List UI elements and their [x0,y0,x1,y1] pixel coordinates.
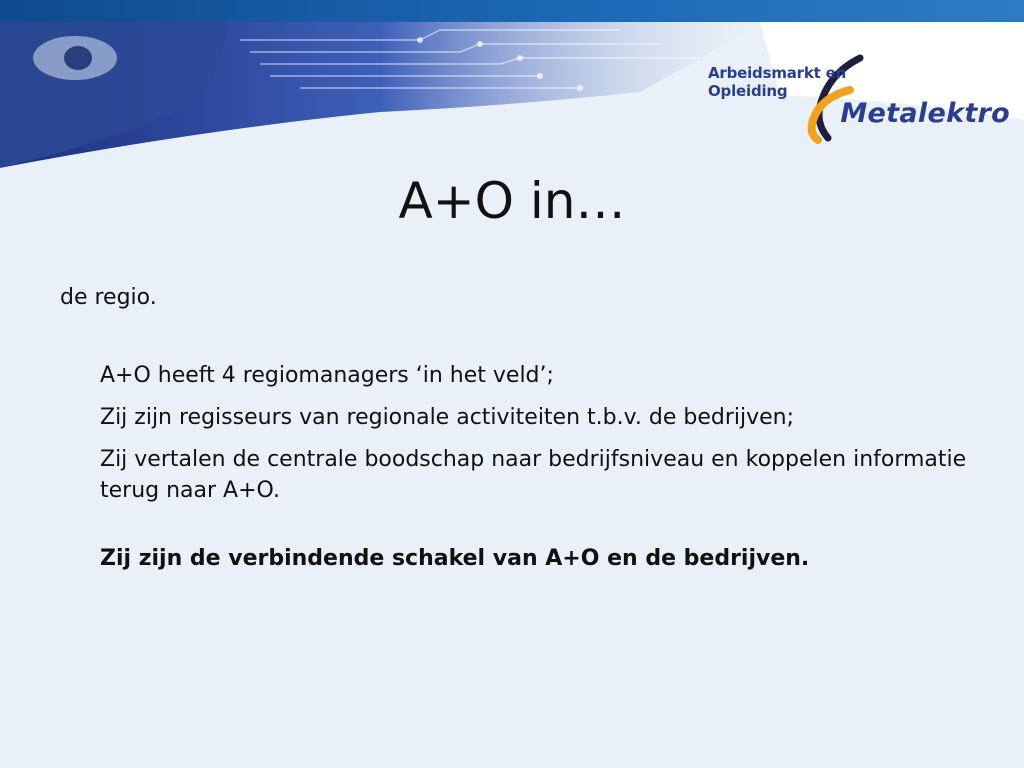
conclusion-text: Zij zijn de verbindende schakel van A+O en de bedrijven. [100,546,810,571]
slide-content [60,285,980,571]
bullet-list [60,360,980,506]
lead-text: de regio. [60,285,157,310]
bullet-item: A+O heeft 4 regiomanagers ‘in het veld’; [100,363,554,388]
logo-name: Metalektro [840,98,1010,129]
bullet-item: Zij zijn regisseurs van regionale activiteiten t.b.v. de bedrijven; [100,405,795,430]
logo-tagline: Arbeidsmarkt en Opleiding [708,64,847,100]
bullet-item: Zij vertalen de centrale boodschap naar bedrijfsniveau en koppelen informatie terug naar A+O. [100,447,967,503]
slide-title: A+O in… [398,172,626,230]
metalektro-logo [708,30,1018,129]
